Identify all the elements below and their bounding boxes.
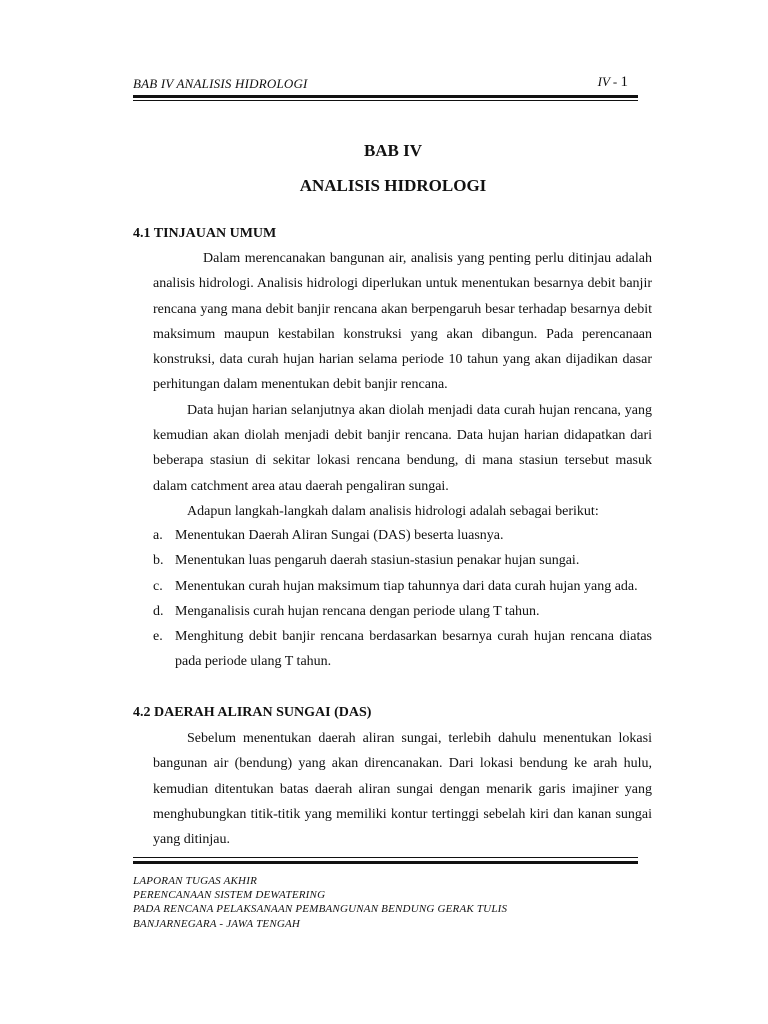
paragraph: Adapun langkah-langkah dalam analisis hidrologi adalah sebagai berikut: xyxy=(187,503,599,519)
header-rule-thin xyxy=(133,100,638,101)
list-item-text: Menentukan curah hujan maksimum tiap tahunnya dari data curah hujan yang ada. xyxy=(175,578,638,594)
list-item-text: Menganalisis curah hujan rencana dengan periode ulang T tahun. xyxy=(175,603,540,619)
list-item-text: Menentukan luas pengaruh daerah stasiun-stasiun penakar hujan sungai. xyxy=(175,553,580,569)
section-heading-4-2: 4.2 DAERAH ALIRAN SUNGAI (DAS) xyxy=(133,705,372,720)
list-item xyxy=(153,523,652,548)
chapter-label: BAB IV xyxy=(363,141,423,160)
running-footer xyxy=(133,874,507,931)
list-item xyxy=(153,548,652,573)
page-number: 1 xyxy=(620,74,628,90)
list-marker: a. xyxy=(153,528,163,543)
list-item xyxy=(153,574,652,599)
paragraph: Data hujan harian selanjutnya akan diolah menjadi data curah hujan rencana, yang kemudian akan diolah menjadi debit banjir rencana. Data hujan harian didapatkan dari beberapa stasiun di sekitar lokasi rencana bendung, di mana stasiun tersebut masuk dalam catchment area atau daerah pengaliran sungai. xyxy=(153,402,652,494)
page-number-label xyxy=(598,74,628,91)
footer-rule-thin xyxy=(133,857,638,858)
list-marker: b. xyxy=(153,553,164,569)
paragraph: Sebelum menentukan daerah aliran sungai, terlebih dahulu menentukan lokasi bangunan air (bendung) yang akan direncanakan. Dari lokasi bendung ke arah hulu, kemudian ditentukan batas daerah aliran sungai dengan menarik garis imajiner yang menghubungkan titik-titik yang memiliki kontur tertinggi sebelah kiri dan kanan sungai yang ditinjau. xyxy=(153,731,652,848)
footer-line: PERENCANAAN SISTEM DEWATERING xyxy=(133,889,326,902)
footer-line: LAPORAN TUGAS AKHIR xyxy=(133,875,257,887)
steps-list xyxy=(153,523,652,675)
paragraph: Dalam merencanakan bangunan air, analisis yang penting perlu ditinjau adalah analisis hidrologi. Analisis hidrologi diperlukan untuk menentukan besarnya debit banjir rencana yang mana debit banjir rencana akan berpengaruh besar terhadap besarnya debit maksimum maupun kestabilan konstruksi yang akan dibangun. Pada perencanaan konstruksi, data curah hujan harian selama periode 10 tahun yang akan dijadikan dasar perhitungan dalam menentukan debit banjir rencana. xyxy=(153,251,652,393)
list-marker: d. xyxy=(153,603,164,619)
page-prefix: IV - xyxy=(597,74,618,89)
section-4-2-body xyxy=(153,726,652,852)
footer-line: PADA RENCANA PELAKSANAAN PEMBANGUNAN BENDUNG GERAK TULIS xyxy=(133,903,508,916)
section-heading-4-1: 4.1 TINJAUAN UMUM xyxy=(133,226,277,241)
section-4-1-body xyxy=(153,246,652,524)
list-item-text: Menentukan Daerah Aliran Sungai (DAS) beserta luasnya. xyxy=(175,528,504,543)
footer-line: BANJARNEGARA - JAWA TENGAH xyxy=(133,917,301,930)
list-item-text: Menghitung debit banjir rencana berdasarkan besarnya curah hujan rencana diatas pada periode ulang T tahun. xyxy=(175,629,652,670)
header-title: BAB IV ANALISIS HIDROLOGI xyxy=(133,76,308,91)
list-marker: e. xyxy=(153,629,163,645)
list-marker: c. xyxy=(153,578,163,594)
chapter-title: ANALISIS HIDROLOGI xyxy=(299,176,487,195)
header-rule-thick xyxy=(133,95,638,98)
running-header xyxy=(133,76,638,94)
list-item xyxy=(153,624,652,675)
list-item xyxy=(153,599,652,624)
footer-rule-thick xyxy=(133,861,638,864)
